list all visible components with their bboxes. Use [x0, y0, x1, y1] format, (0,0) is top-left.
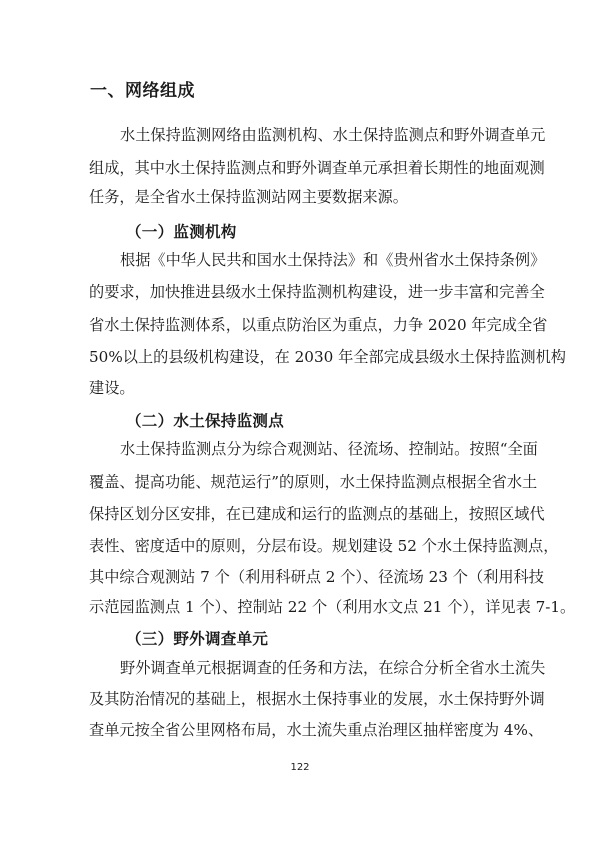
paragraph-line: 保持区划分区安排，在已建成和运行的监测点的基础上，按照区域代	[89, 505, 545, 523]
paragraph-line: 水土保持监测点分为综合观测站、径流场、控制站。按照“全面	[120, 440, 538, 458]
subsection-heading-field-survey-units: （三）野外调查单元	[126, 630, 269, 648]
paragraph-line: 覆盖、提高功能、规范运行”的原则，水土保持监测点根据全省水土	[89, 473, 538, 491]
paragraph-line: 示范园监测点 1 个）、控制站 22 个（利用水文点 21 个），详见表 7-1。	[89, 598, 576, 616]
section-heading: 一、网络组成	[90, 81, 195, 101]
subsection-heading-monitoring-agency: （一）监测机构	[126, 223, 237, 241]
paragraph-line: 水土保持监测网络由监测机构、水土保持监测点和野外调查单元	[120, 126, 546, 144]
paragraph-line: 表性、密度适中的原则，分层布设。规划建设 52 个水土保持监测点，	[89, 537, 559, 555]
paragraph-line: 野外调查单元根据调查的任务和方法，在综合分析全省水土流失	[120, 659, 546, 677]
paragraph-line: 50%以上的县级机构建设，在 2030 年全部完成县级水土保持监测机构	[89, 348, 566, 366]
paragraph-line: 根据《中华人民共和国水土保持法》和《贵州省水土保持条例》	[120, 251, 546, 269]
paragraph-line: 组成，其中水土保持监测点和野外调查单元承担着长期性的地面观测	[89, 159, 545, 177]
paragraph-line: 省水土保持监测体系，以重点防治区为重点，力争 2020 年完成全省	[89, 316, 548, 334]
page-number: 122	[290, 762, 310, 773]
paragraph-line: 其中综合观测站 7 个（利用科研点 2 个）、径流场 23 个（利用科技	[89, 568, 544, 586]
paragraph-line: 任务，是全省水土保持监测站网主要数据来源。	[89, 188, 408, 206]
paragraph-line: 查单元按全省公里网格布局，水土流失重点治理区抽样密度为 4%、	[89, 721, 544, 739]
paragraph-line: 及其防治情况的基础上，根据水土保持事业的发展，水土保持野外调	[89, 690, 545, 708]
subsection-heading-monitoring-points: （二）水土保持监测点	[126, 412, 285, 430]
paragraph-line: 建设。	[89, 379, 135, 397]
paragraph-line: 的要求，加快推进县级水土保持监测机构建设，进一步丰富和完善全	[89, 283, 545, 301]
